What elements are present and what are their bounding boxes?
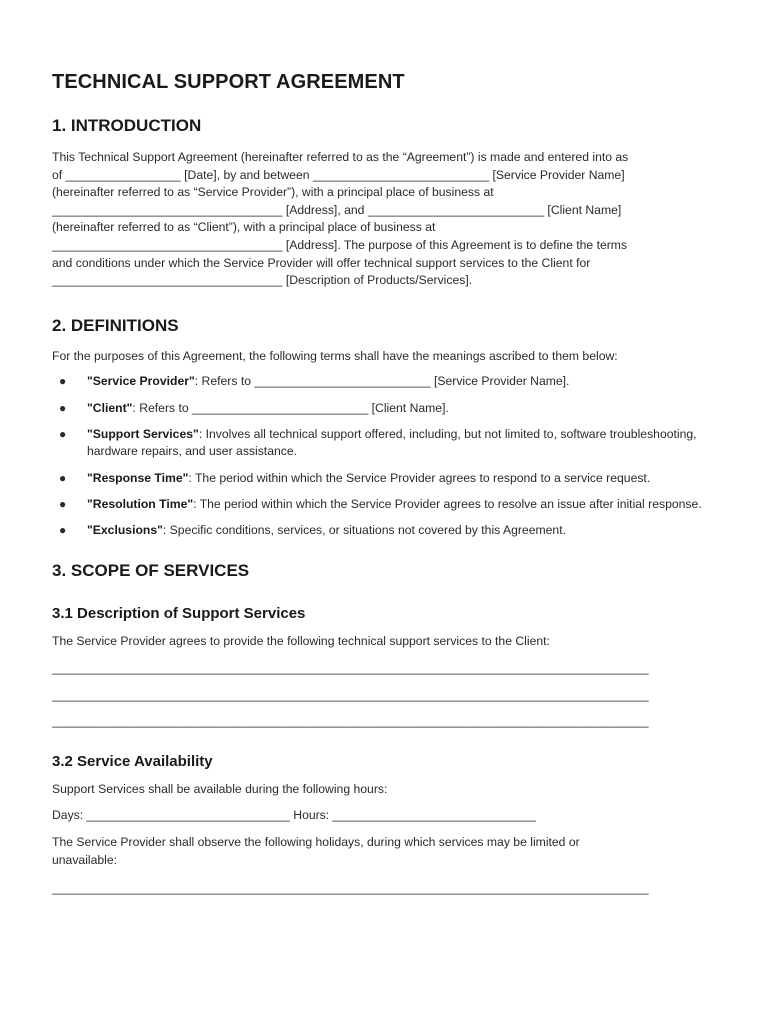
definition-term: "Response Time" bbox=[87, 470, 189, 485]
definition-term: "Resolution Time" bbox=[87, 496, 194, 511]
holidays-blank-lines bbox=[52, 880, 718, 898]
availability-lead: Support Services shall be available during the following hours: bbox=[52, 781, 388, 796]
blank-line: ________________________________________________________________________________________ bbox=[52, 881, 649, 896]
definition-text: : Refers to __________________________ [Service Provider Name]. bbox=[194, 374, 570, 389]
section-heading-definitions: 2. DEFINITIONS bbox=[52, 315, 179, 335]
definition-text: : Involves all technical support offered, including, but not limited to, software troubleshooting, hardware repairs, and user assistance. bbox=[87, 426, 697, 459]
bullet-icon: ● bbox=[59, 374, 67, 389]
introduction-paragraph bbox=[52, 149, 718, 290]
subsection-heading-description: 3.1 Description of Support Services bbox=[52, 605, 306, 623]
introduction-line: (hereinafter referred to as “Service Provider”), with a principal place of business at bbox=[52, 185, 494, 200]
holidays-line: The Service Provider shall observe the following holidays, during which services may be limited or bbox=[52, 835, 580, 850]
bullet-icon: ● bbox=[59, 522, 67, 537]
description-lead: The Service Provider agrees to provide the following technical support services to the Client: bbox=[52, 634, 550, 649]
blank-line: ________________________________________________________________________________________ bbox=[52, 714, 649, 729]
definition-item bbox=[52, 470, 718, 488]
description-blank-lines bbox=[52, 660, 718, 731]
bullet-icon: ● bbox=[59, 496, 67, 511]
definition-term: "Service Provider" bbox=[87, 374, 195, 389]
blank-line: ________________________________________________________________________________________ bbox=[52, 661, 649, 676]
definition-item bbox=[52, 522, 718, 540]
days-hours-line: Days: ______________________________ Hours: ______________________________ bbox=[52, 808, 536, 823]
bullet-icon: ● bbox=[59, 426, 67, 441]
bullet-icon: ● bbox=[59, 470, 67, 485]
definition-term: "Client" bbox=[87, 400, 133, 415]
definition-item bbox=[52, 400, 718, 418]
section-heading-introduction: 1. INTRODUCTION bbox=[52, 116, 202, 135]
definition-item bbox=[52, 496, 718, 514]
introduction-line: (hereinafter referred to as “Client”), with a principal place of business at bbox=[52, 220, 436, 235]
holidays-line: unavailable: bbox=[52, 852, 118, 867]
introduction-line: __________________________________ [Address]. The purpose of this Agreement is to define the terms bbox=[52, 237, 628, 252]
introduction-line: of _________________ [Date], by and between __________________________ [Service Provider Name] bbox=[52, 167, 625, 182]
blank-line: ________________________________________________________________________________________ bbox=[52, 687, 649, 702]
bullet-icon: ● bbox=[59, 400, 67, 415]
document-title: TECHNICAL SUPPORT AGREEMENT bbox=[52, 71, 405, 93]
definition-term: "Exclusions" bbox=[87, 522, 163, 537]
definition-term: "Support Services" bbox=[87, 426, 199, 441]
section-heading-scope: 3. SCOPE OF SERVICES bbox=[52, 561, 250, 581]
holidays-paragraph bbox=[52, 834, 718, 869]
introduction-line: __________________________________ [Description of Products/Services]. bbox=[52, 273, 473, 288]
definitions-list bbox=[52, 373, 718, 539]
definitions-lead: For the purposes of this Agreement, the following terms shall have the meanings ascribed to them below: bbox=[52, 348, 618, 363]
introduction-line: and conditions under which the Service Provider will offer technical support services to the Client for bbox=[52, 255, 591, 270]
definition-text: : Specific conditions, services, or situations not covered by this Agreement. bbox=[162, 522, 566, 537]
definition-text: : The period within which the Service Provider agrees to respond to a service request. bbox=[188, 470, 651, 485]
subsection-heading-availability: 3.2 Service Availability bbox=[52, 752, 213, 770]
definition-item bbox=[52, 426, 718, 461]
introduction-line: This Technical Support Agreement (hereinafter referred to as the “Agreement”) is made and entered into as bbox=[52, 150, 629, 164]
introduction-line: __________________________________ [Address], and __________________________ [Client Name] bbox=[52, 202, 622, 217]
definition-text: : Refers to __________________________ [Client Name]. bbox=[132, 400, 449, 415]
definition-item bbox=[52, 373, 718, 391]
definition-text: : The period within which the Service Provider agrees to resolve an issue after initial response. bbox=[193, 496, 702, 511]
